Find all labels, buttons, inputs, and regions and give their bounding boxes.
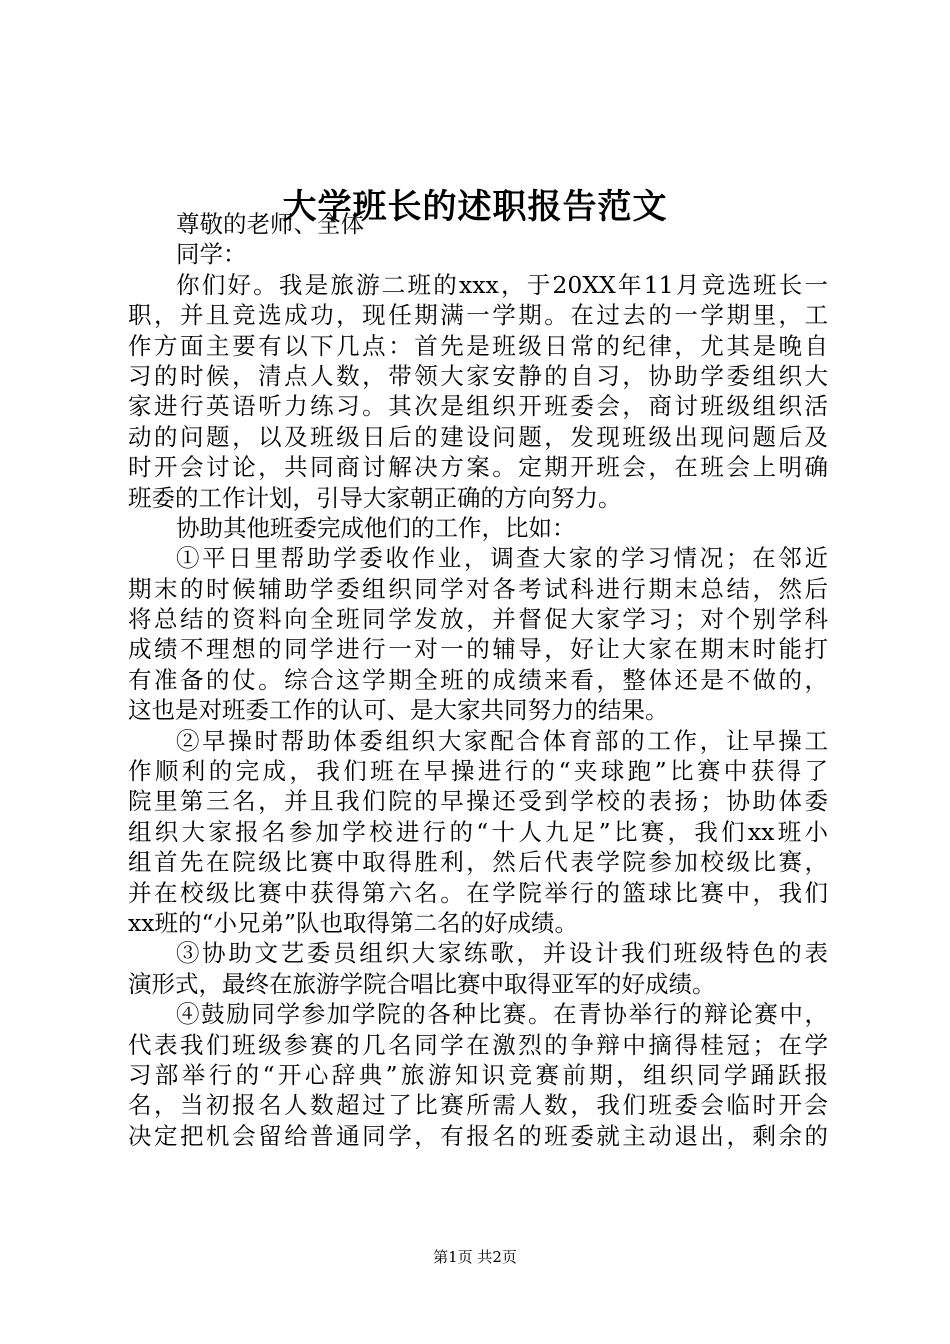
- paragraph-line: 期末的时候辅助学委组织同学对各考试科进行期末总结，然后: [128, 574, 828, 603]
- salutation-line: 尊敬的老师、全体: [176, 210, 364, 238]
- paragraph-line: 动的问题，以及班级日后的建设问题，发现班级出现问题后及: [128, 422, 828, 451]
- salutation-line: 同学：: [176, 240, 247, 269]
- paragraph-line: 名，当初报名人数超过了比赛所需人数，我们班委会临时开会: [128, 1091, 828, 1120]
- paragraph-line: 习的时候，清点人数，带领大家安静的自习，协助学委组织大: [128, 361, 828, 390]
- paragraph-line: 协助其他班委完成他们的工作，比如：: [176, 513, 576, 542]
- paragraph-line: 家进行英语听力练习。其次是组织开班委会，商讨班级组织活: [128, 392, 828, 421]
- paragraph-line: 作方面主要有以下几点：首先是班级日常的纪律，尤其是晚自: [128, 331, 828, 360]
- paragraph-line: 作顺利的完成，我们班在早操进行的“夹球跑”比赛中获得了: [128, 757, 828, 786]
- document-title: 大学班长的述职报告范文: [282, 187, 668, 227]
- paragraph-line: 组织大家报名参加学校进行的“十人九足”比赛，我们xx班小: [128, 817, 828, 846]
- document-body: [128, 209, 828, 1151]
- paragraph-line: ③协助文艺委员组织大家练歌，并设计我们班级特色的表: [176, 939, 828, 968]
- paragraph-line: 这也是对班委工作的认可、是大家共同努力的结果。: [128, 696, 669, 725]
- paragraph-line: 习部举行的“开心辞典”旅游知识竞赛前期，组织同学踊跃报: [128, 1060, 828, 1089]
- paragraph-line: 班委的工作计划，引导大家朝正确的方向努力。: [128, 483, 622, 512]
- paragraph-line: 并在校级比赛中获得第六名。在学院举行的篮球比赛中，我们: [128, 878, 828, 907]
- paragraph-line: 时开会讨论，共同商讨解决方案。定期开班会，在班会上明确: [128, 453, 828, 482]
- paragraph-line: 你们好。我是旅游二班的xxx，于20XX年11月竞选班长一: [176, 270, 828, 299]
- paragraph-line: ④鼓励同学参加学院的各种比赛。在青协举行的辩论赛中，: [176, 1000, 828, 1029]
- paragraph-line: 院里第三名，并且我们院的早操还受到学校的表扬；协助体委: [128, 787, 828, 816]
- page-footer: 第1页 共2页: [433, 1248, 517, 1266]
- paragraph-line: xx班的“小兄弟”队也取得第二名的好成绩。: [128, 908, 579, 937]
- paragraph-line: 将总结的资料向全班同学发放，并督促大家学习；对个别学科: [128, 605, 828, 634]
- paragraph-line: 演形式，最终在旅游学院合唱比赛中取得亚军的好成绩。: [128, 969, 716, 998]
- paragraph-line: 成绩不理想的同学进行一对一的辅导，好让大家在期末时能打: [128, 635, 828, 664]
- paragraph-line: ②早操时帮助体委组织大家配合体育部的工作，让早操工: [176, 726, 828, 755]
- paragraph-line: ①平日里帮助学委收作业，调查大家的学习情况；在邻近: [176, 544, 828, 573]
- paragraph-line: 职，并且竞选成功，现任期满一学期。在过去的一学期里，工: [128, 301, 828, 330]
- paragraph-line: 有准备的仗。综合这学期全班的成绩来看，整体还是不做的，: [128, 665, 828, 694]
- paragraph-line: 组首先在院级比赛中取得胜利，然后代表学院参加校级比赛，: [128, 848, 828, 877]
- paragraph-line: 决定把机会留给普通同学，有报名的班委就主动退出，剩余的: [128, 1121, 828, 1150]
- paragraph-line: 代表我们班级参赛的几名同学在激烈的争辩中摘得桂冠；在学: [128, 1030, 828, 1059]
